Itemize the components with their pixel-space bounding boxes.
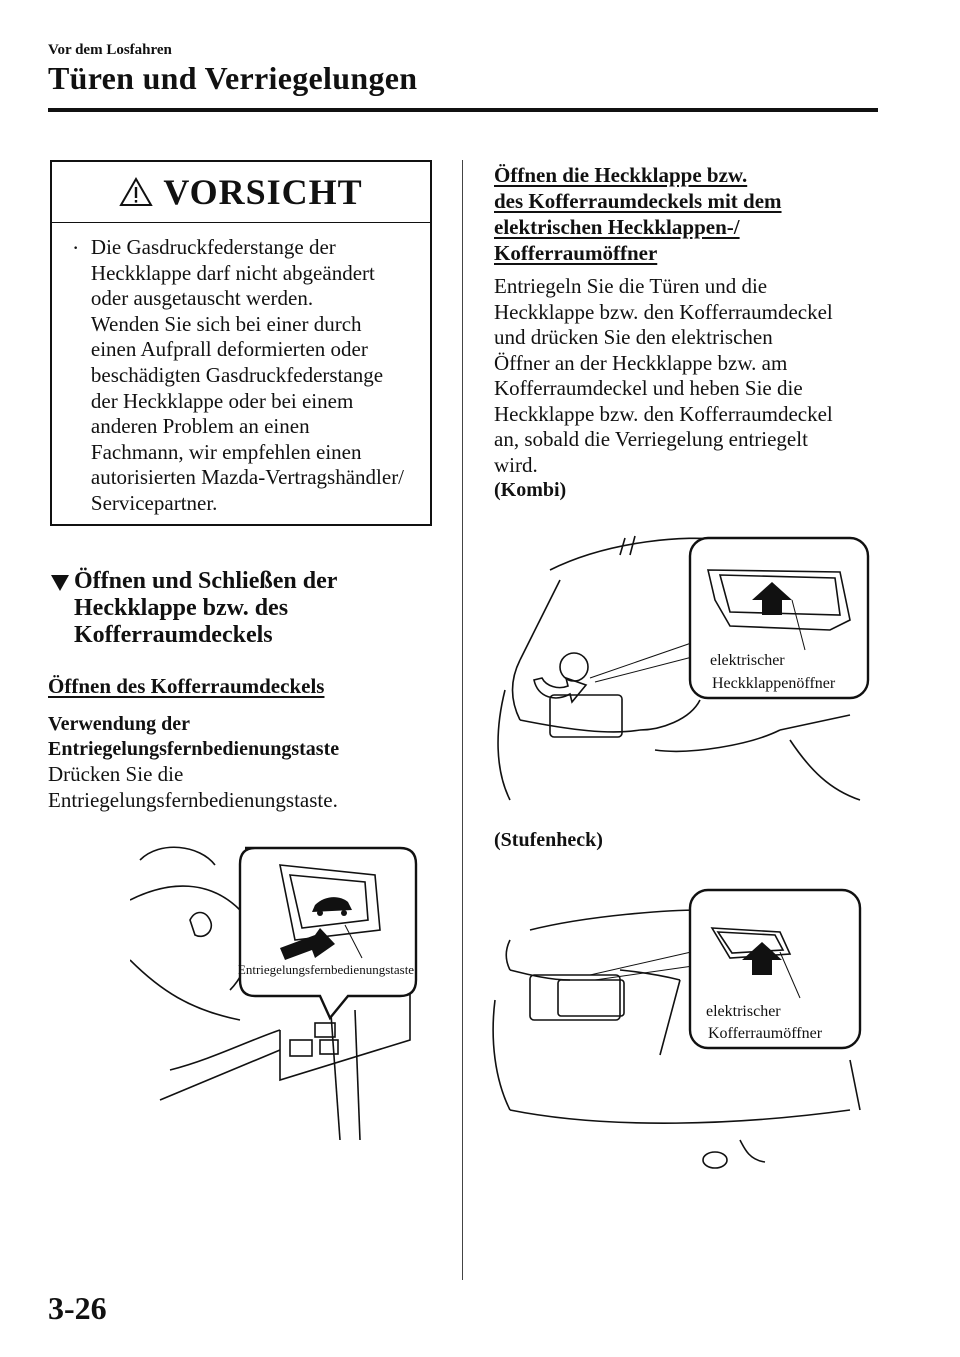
down-triangle-icon	[50, 574, 70, 592]
right-heading-line: Kofferraumöffner	[494, 241, 658, 265]
usage-body	[48, 762, 448, 813]
body-line: an, sobald die Verriegelung entriegelt	[494, 427, 808, 451]
caution-line: anderen Problem an einen	[90, 414, 310, 439]
page-title: Türen und Verriegelungen	[48, 60, 418, 96]
warning-triangle-icon	[119, 177, 153, 207]
right-heading-line: elektrischen Heckklappen-/	[494, 215, 740, 239]
subheading-trunk: Öffnen des Kofferraumdeckels	[48, 674, 325, 698]
caution-line: Heckklappe darf nicht abgeändert	[90, 260, 375, 285]
section-heading-text	[74, 568, 404, 649]
right-heading-line: Öffnen die Heckklappe bzw.	[494, 163, 748, 187]
body-line: Heckklappe bzw. den Kofferraumdeckel	[494, 401, 833, 426]
body-line: Öffner an der Heckklappe bzw. am	[494, 350, 788, 375]
heading-line: Öffnen und Schließen der	[74, 568, 338, 594]
bullet-marker: ·	[72, 235, 80, 260]
caution-title: VORSICHT	[163, 172, 363, 212]
body-line: Entriegeln Sie die Türen und die	[494, 274, 768, 298]
dashboard-illustration	[130, 840, 430, 1140]
body-line: wird.	[494, 452, 538, 477]
caution-line: oder ausgetauscht werden.	[90, 286, 314, 311]
stufenheck-callout-line-1: elektrischer	[706, 1003, 781, 1020]
stufenheck-label: (Stufenheck)	[494, 829, 603, 851]
heading-line: Kofferraumdeckels	[74, 622, 273, 648]
kombi-callout-line-1: elektrischer	[710, 652, 785, 669]
stufenheck-callout-line-2: Kofferraumöffner	[708, 1025, 823, 1042]
right-heading-line: des Kofferraumdeckels mit dem	[494, 189, 782, 213]
kombi-illustration	[490, 530, 880, 820]
remote-button-label: Entriegelungsfernbedienungstaste	[237, 962, 415, 977]
caution-line: Servicepartner.	[90, 490, 218, 515]
usage-title	[48, 712, 448, 762]
title-rule	[48, 108, 878, 112]
body-line: Heckklappe bzw. den Kofferraumdeckel	[494, 299, 833, 324]
body-line: Kofferraumdeckel und heben Sie die	[494, 376, 803, 400]
usage-body-line: Entriegelungsfernbedienungstaste.	[48, 787, 338, 812]
column-divider	[462, 160, 463, 1280]
caution-line: einen Aufprall deformierten oder	[90, 337, 368, 362]
caution-line: beschädigten Gasdruckfederstange	[90, 362, 384, 387]
kombi-callout-line-2: Heckklappenöffner	[712, 675, 836, 692]
heading-marker	[50, 574, 74, 649]
caution-body	[52, 223, 430, 517]
section-label: Vor dem Losfahren	[48, 42, 172, 58]
right-body	[494, 274, 884, 478]
kombi-label: (Kombi)	[494, 479, 567, 501]
section-heading	[50, 568, 404, 649]
usage-body-line: Drücken Sie die	[48, 762, 184, 786]
caution-line: Wenden Sie sich bei einer durch	[90, 311, 362, 336]
caution-line: autorisierten Mazda-Vertragshändler/	[90, 465, 405, 490]
caution-line: der Heckklappe oder bei einem	[90, 388, 354, 413]
usage-title-line: Verwendung der	[48, 713, 191, 735]
caution-header	[52, 162, 430, 223]
heading-line: Heckklappe bzw. des	[74, 595, 289, 621]
usage-title-line: Entriegelungsfernbedienungstaste	[48, 738, 340, 760]
caution-text	[91, 235, 416, 517]
caution-line: Die Gasdruckfederstange der	[90, 235, 336, 259]
caution-line: Fachmann, wir empfehlen einen	[90, 439, 362, 464]
caution-box	[50, 160, 432, 526]
page-number: 3-26	[48, 1290, 107, 1326]
body-line: und drücken Sie den elektrischen	[494, 325, 773, 349]
right-heading	[494, 162, 894, 266]
stufenheck-illustration	[490, 880, 880, 1180]
